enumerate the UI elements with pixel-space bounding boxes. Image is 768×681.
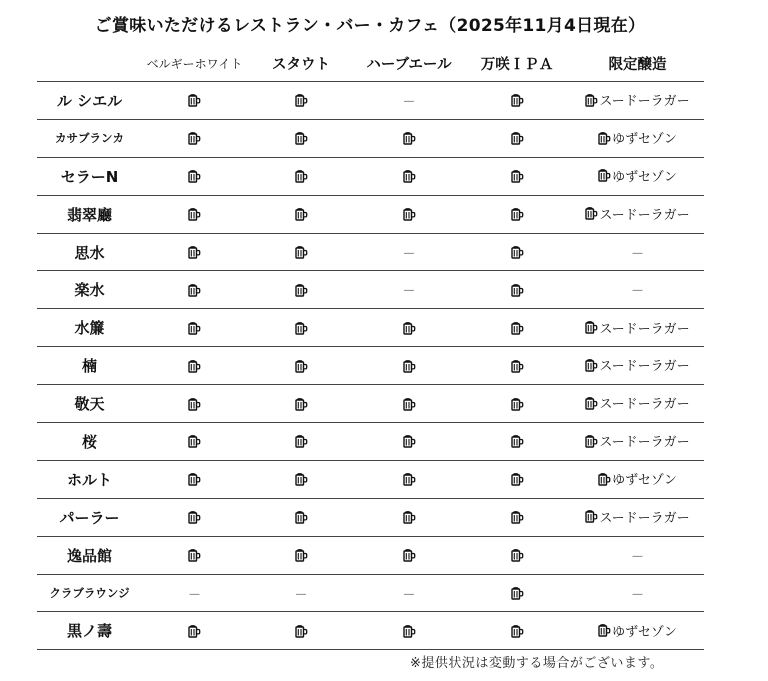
cell-stout [247,612,355,650]
cell-belgian-white [142,309,247,347]
venue-name: クラブラウンジ [37,574,142,612]
cell-ipa [463,119,571,157]
beer-mug-icon [598,472,611,486]
table-row [37,82,704,120]
beer-mug-icon [295,321,308,335]
cell-stout [247,574,355,612]
unavailable-dash: － [187,587,201,603]
cell-limited-brew [571,157,704,195]
beer-mug-icon [403,207,416,221]
beer-mug-icon [188,131,201,145]
beer-mug-icon [511,245,524,259]
cell-stout [247,157,355,195]
limited-brew-entry [598,621,677,640]
beer-mug-icon [295,397,308,411]
venue-name: 逸品館 [37,536,142,574]
cell-stout [247,423,355,461]
table-row [37,347,704,385]
limited-brew-name: ゆずセゾン [612,132,677,148]
cell-limited-brew [571,423,704,461]
table-row [37,536,704,574]
unavailable-dash: － [402,284,416,300]
unavailable-dash: － [402,94,416,110]
venue-name: 黒ノ壽 [37,612,142,650]
beer-mug-icon [511,397,524,411]
cell-herb-ale [355,157,463,195]
limited-brew-name: スードーラガー [599,510,690,526]
venue-name: カサブランカ [37,119,142,157]
beer-mug-icon [598,131,611,145]
column-header-stout: スタウト [247,46,355,82]
limited-brew-entry [585,90,689,109]
unavailable-dash: － [630,246,644,262]
venue-name: ル シエル [37,82,142,120]
cell-ipa [463,195,571,233]
table-row [37,157,704,195]
cell-stout [247,347,355,385]
limited-brew-name: スードーラガー [599,435,690,451]
cell-limited-brew [571,119,704,157]
cell-belgian-white [142,82,247,120]
beer-mug-icon [295,510,308,524]
limited-brew-entry [585,393,689,412]
cell-limited-brew [571,195,704,233]
cell-herb-ale [355,423,463,461]
beer-mug-icon [511,207,524,221]
cell-belgian-white [142,460,247,498]
cell-herb-ale [355,271,463,309]
cell-herb-ale [355,612,463,650]
beer-mug-icon [188,359,201,373]
beer-mug-icon [295,169,308,183]
beer-mug-icon [295,548,308,562]
limited-brew-entry [585,204,689,223]
cell-herb-ale [355,347,463,385]
cell-ipa [463,385,571,423]
cell-ipa [463,498,571,536]
beer-mug-icon [403,131,416,145]
beer-mug-icon [403,321,416,335]
beer-mug-icon [188,510,201,524]
availability-table [37,46,704,650]
beer-mug-icon [188,245,201,259]
venue-name: 楽水 [37,271,142,309]
venue-name: ホルト [37,460,142,498]
beer-mug-icon [188,93,201,107]
cell-limited-brew [571,385,704,423]
beer-mug-icon [585,93,598,107]
beer-mug-icon [585,434,598,448]
cell-limited-brew [571,536,704,574]
page-title: ご賞味いただけるレストラン・バー・カフェ（2025年11月4日現在） [94,16,646,36]
beer-mug-icon [585,320,598,334]
limited-brew-entry [598,469,677,488]
cell-limited-brew [571,574,704,612]
cell-stout [247,536,355,574]
beer-mug-icon [585,358,598,372]
beer-mug-icon [511,283,524,297]
cell-ipa [463,536,571,574]
beer-mug-icon [511,359,524,373]
beer-mug-icon [511,131,524,145]
beer-mug-icon [585,206,598,220]
limited-brew-name: スードーラガー [599,397,690,413]
cell-stout [247,119,355,157]
limited-brew-entry [585,431,689,450]
beer-mug-icon [403,359,416,373]
beer-mug-icon [188,397,201,411]
cell-herb-ale [355,460,463,498]
beer-mug-icon [188,283,201,297]
beer-mug-icon [295,434,308,448]
cell-ipa [463,460,571,498]
cell-stout [247,460,355,498]
beer-mug-icon [511,510,524,524]
limited-brew-name: スードーラガー [599,207,690,223]
cell-ipa [463,574,571,612]
cell-herb-ale [355,195,463,233]
beer-mug-icon [295,93,308,107]
cell-herb-ale [355,119,463,157]
cell-ipa [463,271,571,309]
beer-mug-icon [403,434,416,448]
beer-mug-icon [295,472,308,486]
column-header-ipa: 万咲ＩＰＡ [463,46,571,82]
cell-limited-brew [571,347,704,385]
cell-belgian-white [142,498,247,536]
cell-limited-brew [571,612,704,650]
cell-herb-ale [355,233,463,271]
cell-stout [247,309,355,347]
venue-name: パーラー [37,498,142,536]
unavailable-dash: － [294,587,308,603]
cell-limited-brew [571,460,704,498]
cell-belgian-white [142,347,247,385]
cell-limited-brew [571,82,704,120]
beer-mug-icon [511,548,524,562]
cell-limited-brew [571,233,704,271]
cell-belgian-white [142,612,247,650]
limited-brew-entry [585,355,689,374]
cell-ipa [463,347,571,385]
limited-brew-entry [585,507,689,526]
beer-mug-icon [403,472,416,486]
table-row [37,423,704,461]
cell-herb-ale [355,498,463,536]
table-row [37,309,704,347]
beer-mug-icon [511,169,524,183]
cell-ipa [463,309,571,347]
cell-belgian-white [142,271,247,309]
cell-belgian-white [142,195,247,233]
beer-mug-icon [511,93,524,107]
cell-belgian-white [142,233,247,271]
table-row [37,119,704,157]
venue-name: 水簾 [37,309,142,347]
beer-mug-icon [511,586,524,600]
beer-mug-icon [295,624,308,638]
table-row [37,460,704,498]
beer-mug-icon [403,548,416,562]
beer-mug-icon [598,168,611,182]
cell-limited-brew [571,498,704,536]
beer-mug-icon [403,624,416,638]
beer-mug-icon [188,207,201,221]
venue-name: 思水 [37,233,142,271]
table-row [37,271,704,309]
cell-belgian-white [142,536,247,574]
beer-mug-icon [598,623,611,637]
cell-ipa [463,82,571,120]
limited-brew-name: スードーラガー [599,359,690,375]
limited-brew-name: ゆずセゾン [612,169,677,185]
unavailable-dash: － [630,549,644,565]
cell-stout [247,195,355,233]
column-header-limited-brew: 限定醸造 [571,46,704,82]
beer-mug-icon [295,283,308,297]
unavailable-dash: － [630,284,644,300]
table-row [37,385,704,423]
beer-mug-icon [188,624,201,638]
cell-stout [247,271,355,309]
cell-ipa [463,612,571,650]
limited-brew-entry [585,318,689,337]
venue-name: セラーN [37,157,142,195]
table-row [37,195,704,233]
cell-herb-ale [355,309,463,347]
cell-stout [247,82,355,120]
cell-herb-ale [355,385,463,423]
beer-mug-icon [585,396,598,410]
unavailable-dash: － [402,587,416,603]
beer-mug-icon [188,548,201,562]
beer-mug-icon [295,131,308,145]
cell-belgian-white [142,157,247,195]
cell-stout [247,498,355,536]
limited-brew-entry [598,128,677,147]
cell-ipa [463,157,571,195]
venue-name: 楠 [37,347,142,385]
limited-brew-name: ゆずセゾン [612,624,677,640]
venue-name: 翡翠廳 [37,195,142,233]
column-header-belgian-white: ベルギーホワイト [142,46,247,82]
cell-stout [247,385,355,423]
cell-belgian-white [142,119,247,157]
venue-column-header [37,46,142,82]
beer-mug-icon [188,472,201,486]
cell-limited-brew [571,271,704,309]
unavailable-dash: － [402,246,416,262]
table-body [37,82,704,650]
table-row [37,233,704,271]
venue-name: 敬天 [37,385,142,423]
cell-herb-ale [355,82,463,120]
cell-stout [247,233,355,271]
limited-brew-name: スードーラガー [599,321,690,337]
cell-herb-ale [355,574,463,612]
cell-belgian-white [142,574,247,612]
beer-mug-icon [403,510,416,524]
unavailable-dash: － [630,587,644,603]
venue-name: 桜 [37,423,142,461]
beer-mug-icon [188,321,201,335]
table-row [37,612,704,650]
cell-ipa [463,233,571,271]
table-row [37,574,704,612]
limited-brew-name: スードーラガー [599,94,690,110]
beer-mug-icon [511,624,524,638]
limited-brew-name: ゆずセゾン [612,473,677,489]
beer-mug-icon [585,509,598,523]
beer-mug-icon [511,472,524,486]
beer-mug-icon [188,434,201,448]
beer-mug-icon [295,207,308,221]
header-row [37,46,704,82]
cell-limited-brew [571,309,704,347]
beer-mug-icon [188,169,201,183]
beer-mug-icon [295,245,308,259]
beer-mug-icon [295,359,308,373]
beer-mug-icon [403,397,416,411]
limited-brew-entry [598,166,677,185]
column-header-herb-ale: ハーブエール [355,46,463,82]
footnote: ※提供状況は変動する場合がございます。 [410,656,664,671]
cell-herb-ale [355,536,463,574]
cell-belgian-white [142,385,247,423]
beer-mug-icon [511,321,524,335]
beer-mug-icon [511,434,524,448]
beer-mug-icon [403,169,416,183]
cell-ipa [463,423,571,461]
cell-belgian-white [142,423,247,461]
table-row [37,498,704,536]
